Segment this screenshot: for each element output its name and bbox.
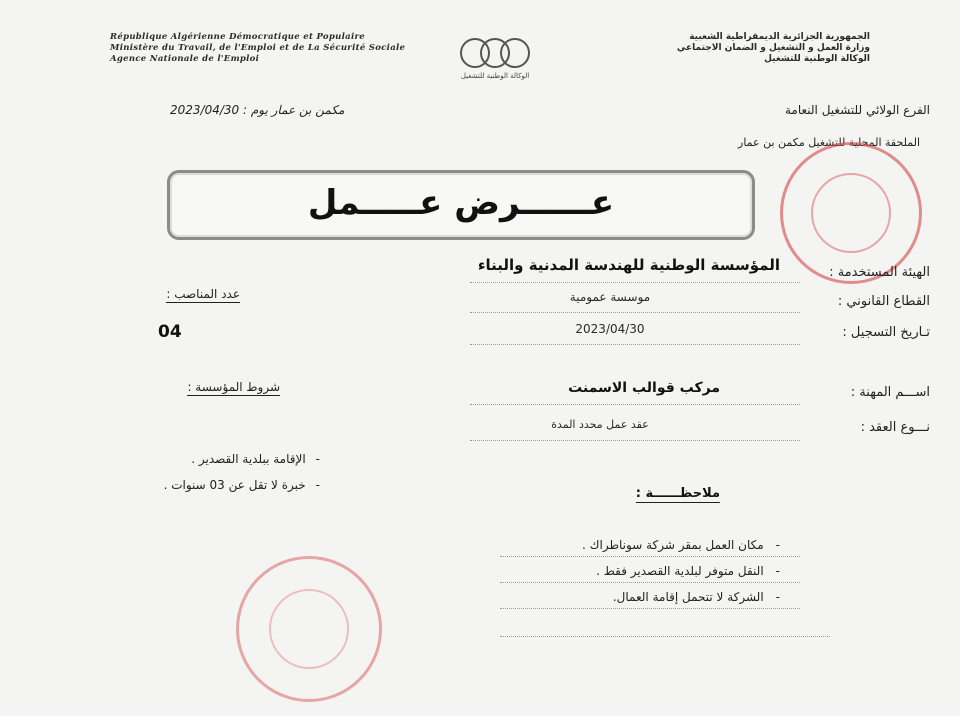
note-item: -الشركة لا تتحمل إقامة العمال. xyxy=(612,590,780,604)
profession-value: مركب قوالب الاسمنت xyxy=(568,380,720,396)
profession-label: اســـم المهنة : xyxy=(850,385,930,400)
title-box xyxy=(167,170,755,240)
logo-ring-right-icon xyxy=(500,38,530,68)
notes-label: ملاحظــــــة : xyxy=(635,486,720,501)
condition-item: -خبرة لا تقل عن 03 سنوات . xyxy=(163,478,320,492)
employer-value: المؤسسة الوطنية للهندسة المدنية والبناء xyxy=(477,256,780,274)
note-item: -النقل متوفر لبلدية القصدير فقط . xyxy=(596,564,780,578)
header-fr-line1: République Algérienne Démocratique et Populaire xyxy=(110,32,365,42)
header-ar-line1: الجمهورية الجزائرية الديمقراطية الشعبية xyxy=(689,32,870,42)
logo-caption: الوكالة الوطنية للتشغيل xyxy=(460,72,530,80)
note-item: -مكان العمل بمقر شركة سوناطراك . xyxy=(582,538,780,552)
official-stamp-right xyxy=(780,142,922,284)
agency-branch: الفرع الولائي للتشغيل النعامة xyxy=(784,103,930,117)
agency-annex: الملحقة المحلية للتشغيل مكمن بن عمار xyxy=(738,136,920,149)
employer-label: الهيئة المستخدمة : xyxy=(829,265,930,280)
header-ar-line2: وزارة العمل و التشغيل و الضمان الاجتماعي xyxy=(676,43,870,53)
positions-value: 04 xyxy=(158,322,182,342)
positions-label: عدد المناصب : xyxy=(166,287,240,301)
contract-type-value: عقد عمل محدد المدة xyxy=(551,418,649,431)
place-date: مكمن بن عمار يوم : 2023/04/30 xyxy=(170,103,345,117)
condition-item: -الإقامة ببلدية القصدير . xyxy=(191,452,320,466)
registration-date-value: 2023/04/30 xyxy=(575,322,645,336)
conditions-label: شروط المؤسسة : xyxy=(187,380,280,394)
official-stamp-bottom xyxy=(236,556,382,702)
legal-sector-label: القطاع القانوني : xyxy=(837,294,930,309)
header-fr-line2: Ministère du Travail, de l'Emploi et de La Sécurité Sociale xyxy=(110,43,406,53)
registration-date-label: تـاريخ التسجيل : xyxy=(842,325,930,340)
document-title: عــــــرض عـــــمل xyxy=(307,183,615,223)
legal-sector-value: موسسة عمومية xyxy=(569,290,651,304)
contract-type-label: نـــوع العقد : xyxy=(860,420,930,435)
agency-logo xyxy=(440,32,550,87)
header-ar-line3: الوكالة الوطنية للتشغيل xyxy=(764,54,870,64)
header-fr-line3: Agence Nationale de l'Emploi xyxy=(110,54,260,64)
